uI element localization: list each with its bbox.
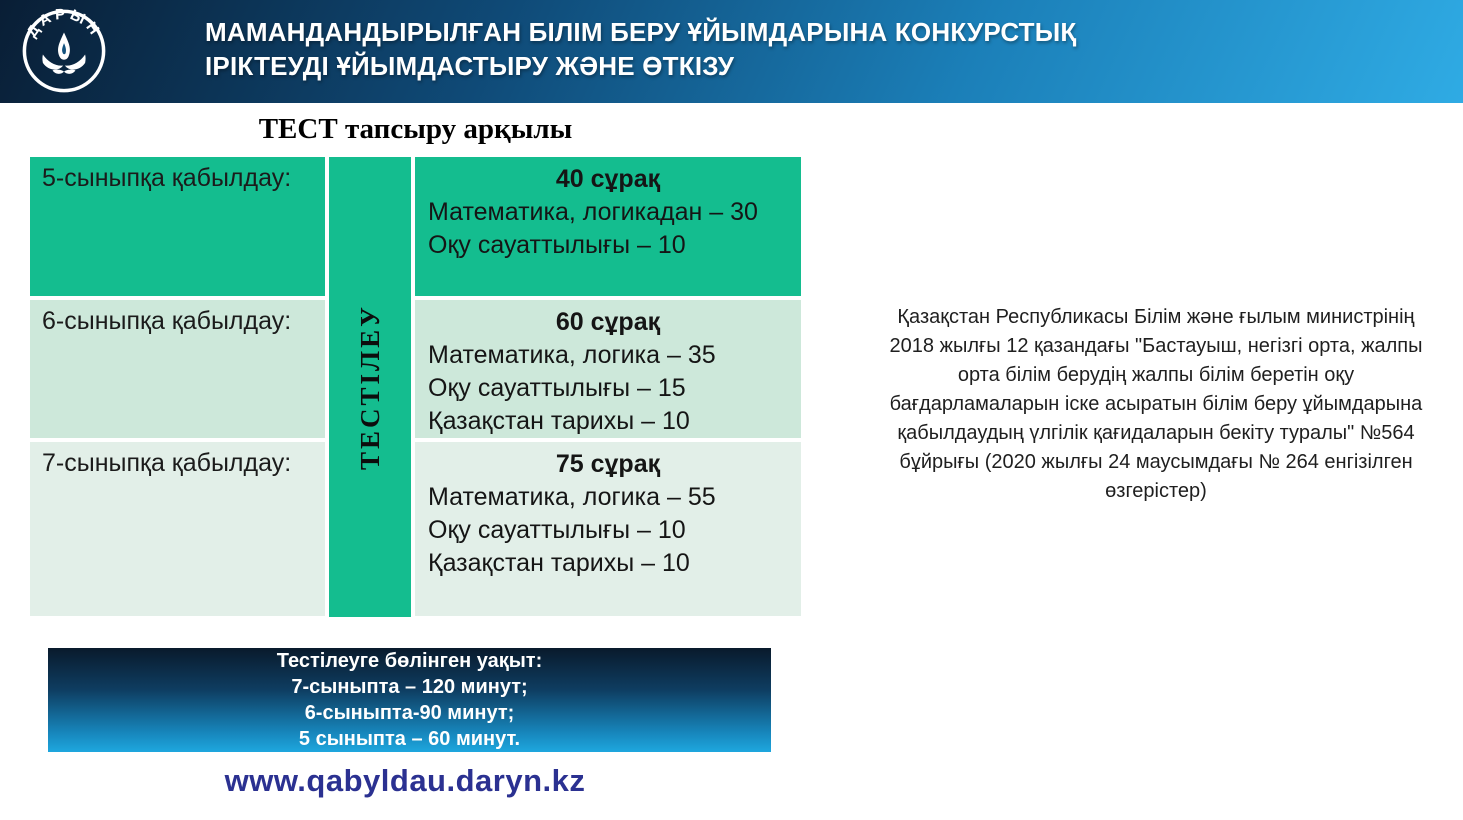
grade-cell-5: 5-сыныпқа қабылдау: <box>30 157 325 296</box>
timing-line-grade7: 7-сыныпта – 120 минут; <box>291 676 528 698</box>
test-structure-table <box>30 157 801 617</box>
detail-cell-6 <box>415 300 801 438</box>
question-count-7: 75 сұрақ <box>555 450 661 478</box>
subject-line: Қазақстан тарихы – 10 <box>428 407 690 435</box>
slide-title-line2: ІРІКТЕУДІ ҰЙЫМДАСТЫРУ ЖӘНЕ ӨТКІЗУ <box>205 51 735 81</box>
question-count-6: 60 сұрақ <box>555 308 661 336</box>
subject-line: Қазақстан тарихы – 10 <box>428 549 690 577</box>
subject-line: Математика, логика – 35 <box>428 341 716 369</box>
timing-box <box>48 648 771 752</box>
daryn-logo-icon <box>20 7 108 95</box>
question-count-5: 40 сұрақ <box>555 165 661 193</box>
detail-cell-7 <box>415 442 801 616</box>
subject-line: Оқу сауаттылығы – 10 <box>428 231 686 259</box>
slide-title-line1: МАМАНДАНДЫРЫЛҒАН БІЛІМ БЕРУ ҰЙЫМДАРЫНА КОНКУРСТЫҚ <box>205 17 1077 47</box>
svg-text:ДАРЫН: ДАРЫН <box>23 7 105 41</box>
website-link[interactable]: www.qabyldau.daryn.kz <box>224 763 586 798</box>
subject-line: Математика, логикадан – 30 <box>428 198 758 226</box>
testing-vertical-label: ТЕСТІЛЕУ <box>354 304 385 470</box>
section-heading: ТЕСТ тапсыру арқылы <box>258 113 573 145</box>
slide-title <box>205 15 1076 83</box>
details-column <box>415 157 801 617</box>
detail-cell-5 <box>415 157 801 296</box>
subject-line: Математика, логика – 55 <box>428 483 716 511</box>
timing-line-grade6: 6-сыныпта-90 минут; <box>304 702 515 724</box>
timing-heading: Тестілеуге бөлінген уақыт: <box>276 650 543 672</box>
testing-vertical-band <box>329 157 411 617</box>
subject-line: Оқу сауаттылығы – 10 <box>428 516 686 544</box>
grade-column <box>30 157 325 617</box>
grade-cell-7: 7-сыныпқа қабылдау: <box>30 442 325 616</box>
subject-line: Оқу сауаттылығы – 15 <box>428 374 686 402</box>
header-banner <box>0 0 1463 103</box>
grade-cell-6: 6-сыныпқа қабылдау: <box>30 300 325 438</box>
regulation-note: Қазақстан Республикасы Білім және ғылым министрінің 2018 жылғы 12 қазандағы "Бастауыш, негізгі орта, жалпы орта білім берудің жалпы білім беретін оқу бағдарламаларын іске асыратын білім беру ұйымдарына қабылдаудың үлгілік қағидаларын бекіту туралы" №564 бұйрығы (2020 жылғы 24 маусымдағы № 264 енгізілген өзгерістер) <box>889 306 1423 502</box>
timing-line-grade5: 5 сыныпта – 60 минут. <box>298 728 521 750</box>
